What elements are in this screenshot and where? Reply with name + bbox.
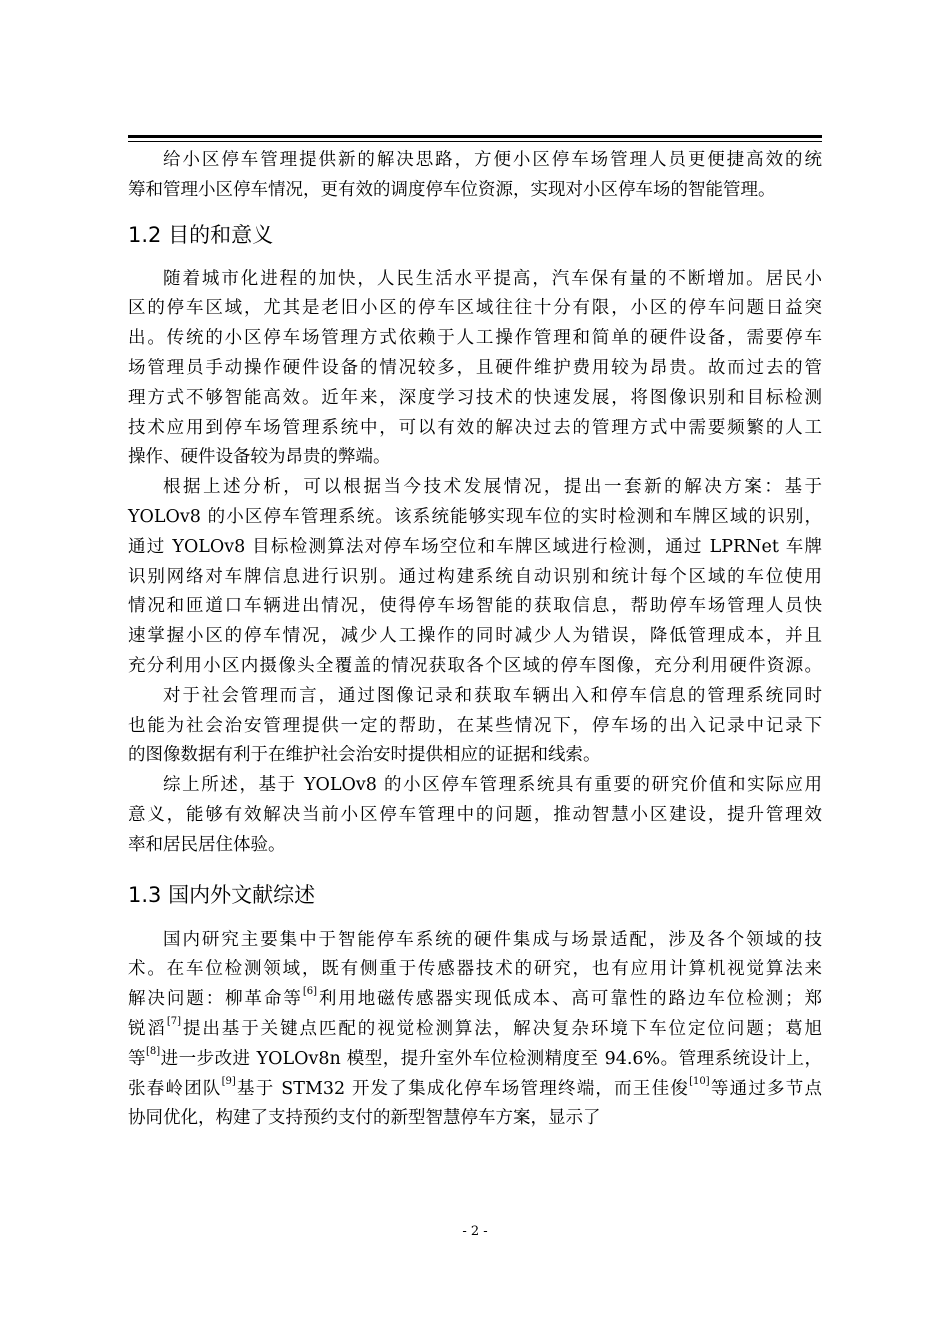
citation-ref-6: [6] <box>302 986 317 998</box>
text-line: 技术应用到停车场管理系统中，可以有效的解决过去的管理方式中需要频繁的人工 <box>128 417 822 438</box>
paragraph-intro-continued <box>128 146 822 206</box>
text-line: 对于社会管理而言，通过图像记录和获取车辆出入和停车信息的管理系统同时 <box>163 685 822 706</box>
text-run: 基于 STM32 开发了集成化停车场管理终端，而王佳俊 <box>235 1078 690 1099</box>
text-line: 充分利用小区内摄像头全覆盖的情况获取各个区域的停车图像，充分利用硬件资源。 <box>128 655 822 676</box>
text-run: 提出基于关键点匹配的视觉检测算法，解决复杂环境下车位定位问题；葛旭 <box>181 1018 823 1039</box>
text-run: 等通过多节点 <box>709 1078 823 1099</box>
paragraph-literature-review <box>128 926 822 1135</box>
text-line: 筹和管理小区停车情况，更有效的调度停车位资源，实现对小区停车场的智能管理。 <box>128 179 776 200</box>
text-run: 张春岭团队 <box>128 1078 222 1099</box>
text-line <box>128 985 822 1015</box>
text-line: 的图像数据有利于在维护社会治安时提供相应的证据和线索。 <box>128 745 601 766</box>
text-line: 国内研究主要集中于智能停车系统的硬件集成与场景适配，涉及各个领域的技 <box>163 929 822 950</box>
text-line: YOLOv8 的小区停车管理系统。该系统能够实现车位的实时检测和车牌区域的识别， <box>128 506 822 527</box>
text-line <box>128 1015 822 1045</box>
text-line: 综上所述，基于 YOLOv8 的小区停车管理系统具有重要的研究价值和实际应用 <box>163 775 822 796</box>
text-line <box>128 1075 822 1105</box>
citation-ref-9: [9] <box>221 1075 236 1087</box>
paragraph-solution <box>128 473 822 682</box>
text-line: 速掌握小区的停车情况，减少人工操作的同时减少人为错误，降低管理成本，并且 <box>128 626 822 647</box>
text-line: 术。在车位检测领域，既有侧重于传感器技术的研究，也有应用计算机视觉算法来 <box>128 959 822 980</box>
citation-ref-8: [8] <box>145 1045 161 1057</box>
text-run: 等 <box>128 1048 146 1069</box>
text-line: 根据上述分析，可以根据当今技术发展情况，提出一套新的解决方案：基于 <box>163 477 822 498</box>
text-line: 出。传统的小区停车场管理方式依赖于人工操作管理和简单的硬件设备，需要停车 <box>128 328 822 349</box>
section-heading-1-2: 1.2 目的和意义 <box>128 222 274 247</box>
text-line: 情况和匝道口车辆进出情况，使得停车场智能的获取信息，帮助停车场管理人员快 <box>128 596 822 617</box>
paragraph-summary <box>128 771 822 860</box>
page-number: - 2 - <box>462 1224 488 1239</box>
header-rule-thick <box>128 135 822 138</box>
text-run: 利用地磁传感器实现低成本、高可靠性的路边车位检测；郑 <box>316 989 822 1010</box>
text-line <box>128 1045 822 1075</box>
header-rule-thin <box>128 141 822 142</box>
citation-ref-10: [10] <box>689 1075 710 1087</box>
text-line: 协同优化，构建了支持预约支付的新型智慧停车方案，显示了 <box>128 1108 601 1129</box>
text-run: 解决问题：柳革命等 <box>128 989 303 1010</box>
text-line: 识别网络对车牌信息进行识别。通过构建系统自动识别和统计每个区域的车位使用 <box>128 566 822 587</box>
text-run: 锐滔 <box>128 1018 167 1039</box>
text-line: 意义，能够有效解决当前小区停车管理中的问题，推动智慧小区建设，提升管理效 <box>128 804 822 825</box>
text-line: 率和居民居住体验。 <box>128 834 286 855</box>
document-body <box>128 146 822 1134</box>
paragraph-urbanization <box>128 265 822 474</box>
paragraph-social-management <box>128 682 822 771</box>
text-run: 进一步改进 YOLOv8n 模型，提升室外车位检测精度至 94.6%。管理系统设计上， <box>160 1048 822 1069</box>
text-line: 随着城市化进程的加快，人民生活水平提高，汽车保有量的不断增加。居民小 <box>163 268 822 289</box>
text-line: 通过 YOLOv8 目标检测算法对停车场空位和车牌区域进行检测，通过 LPRNet 车牌 <box>128 536 822 557</box>
text-line: 操作、硬件设备较为昂贵的弊端。 <box>128 447 391 468</box>
text-line: 场管理员手动操作硬件设备的情况较多，且硬件维护费用较为昂贵。故而过去的管 <box>128 357 822 378</box>
text-line: 区的停车区域，尤其是老旧小区的停车区域往往十分有限，小区的停车问题日益突 <box>128 298 822 319</box>
text-line: 理方式不够智能高效。近年来，深度学习技术的快速发展，将图像识别和目标检测 <box>128 387 822 408</box>
text-line: 也能为社会治安管理提供一定的帮助，在某些情况下，停车场的出入记录中记录下 <box>128 715 822 736</box>
citation-ref-7: [7] <box>166 1015 182 1027</box>
text-line: 给小区停车管理提供新的解决思路，方便小区停车场管理人员更便捷高效的统 <box>163 150 822 170</box>
section-heading-1-3: 1.3 国内外文献综述 <box>128 882 316 907</box>
